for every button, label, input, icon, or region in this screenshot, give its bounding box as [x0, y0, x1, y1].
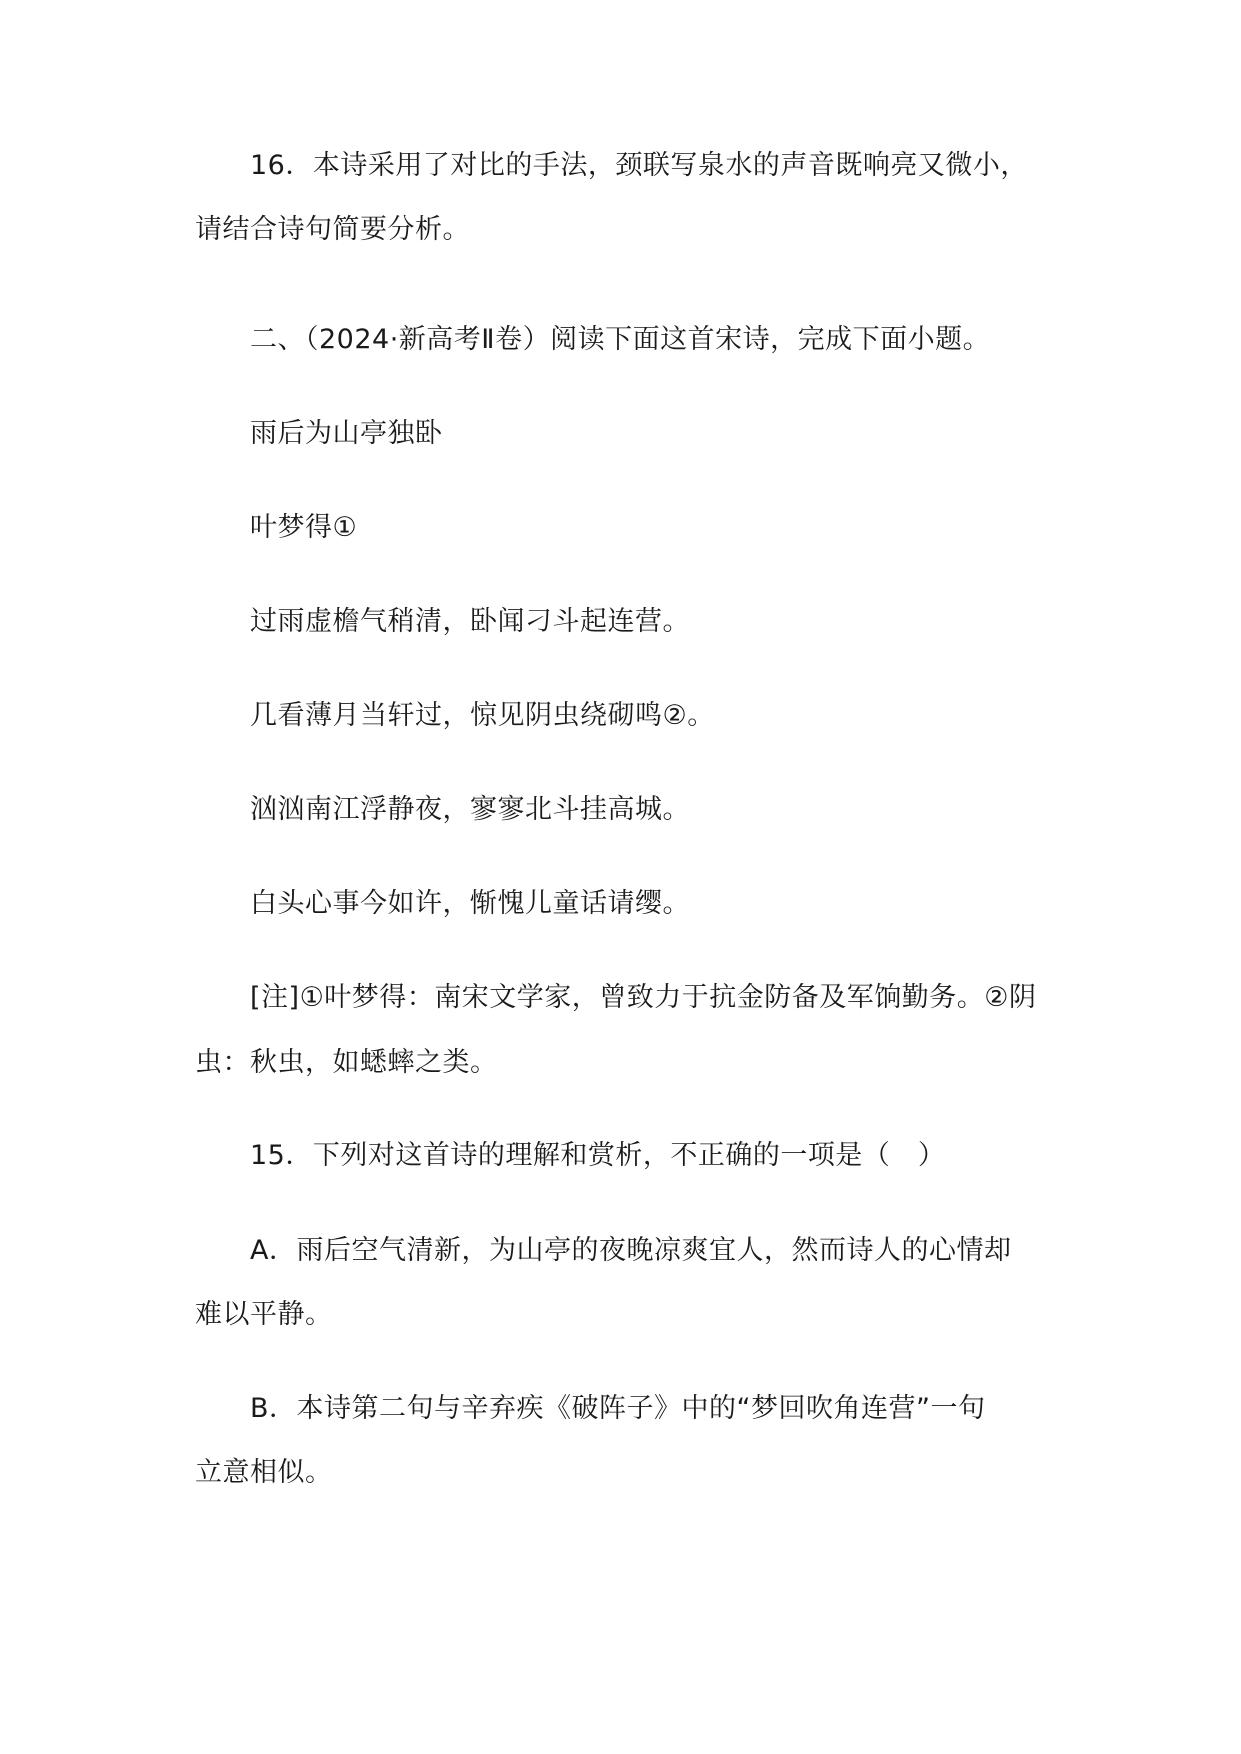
section-2-heading: 二、（2024·新高考Ⅱ卷）阅读下面这首宋诗，完成下面小题。	[250, 324, 991, 355]
poem-line-1: 过雨虚檐气稍清，卧闻刁斗起连营。	[250, 606, 690, 637]
poem-line-3: 汹汹南江浮静夜，寥寥北斗挂高城。	[250, 794, 690, 825]
poem-line-4: 白头心事今如许，惭愧儿童话请缨。	[250, 888, 690, 919]
option-a-line-2: 难以平静。	[195, 1299, 333, 1330]
question-16-line-1: 16．本诗采用了对比的手法，颈联写泉水的声音既响亮又微小，	[250, 150, 1028, 181]
poem-line-2: 几看薄月当轩过，惊见阴虫绕砌鸣②。	[250, 700, 715, 731]
question-16-line-2: 请结合诗句简要分析。	[195, 214, 470, 245]
poem-title: 雨后为山亭独卧	[250, 418, 443, 449]
option-a-line-1: A．雨后空气清新，为山亭的夜晚凉爽宜人，然而诗人的心情却	[250, 1235, 1012, 1266]
note-line-1: [注]①叶梦得：南宋文学家，曾致力于抗金防备及军饷勤务。②阴	[250, 982, 1037, 1013]
option-b-line-2: 立意相似。	[195, 1457, 333, 1488]
question-15-stem: 15．下列对这首诗的理解和赏析，不正确的一项是（ ）	[250, 1140, 946, 1171]
poem-author: 叶梦得①	[250, 512, 358, 543]
option-b-line-1: B．本诗第二句与辛弃疾《破阵子》中的“梦回吹角连营”一句	[250, 1393, 986, 1424]
note-line-2: 虫：秋虫，如蟋蟀之类。	[195, 1047, 498, 1078]
